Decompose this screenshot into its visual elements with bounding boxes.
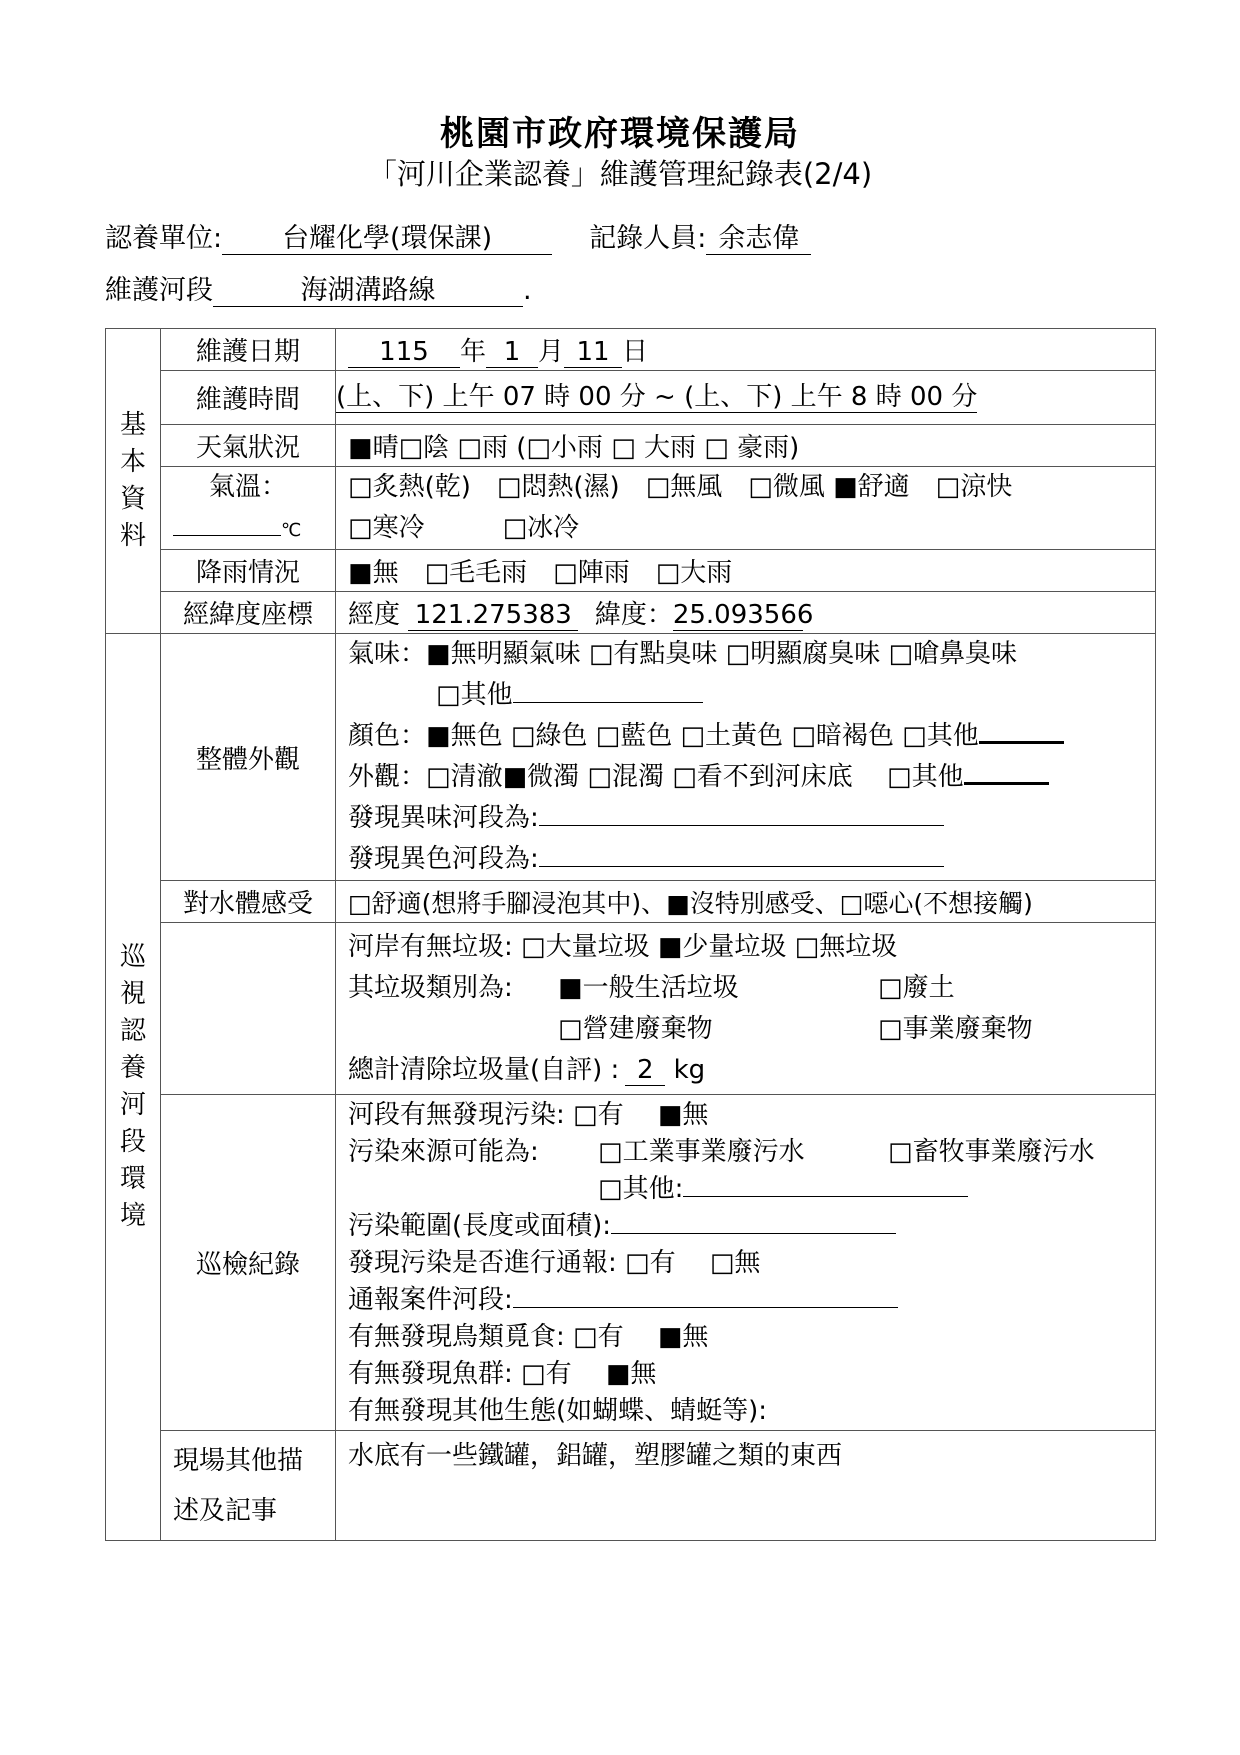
maintenance-date-value[interactable]: 115 年 1 月 11 日 (336, 329, 1156, 371)
trash-general-option[interactable]: ■一般生活垃圾 (558, 972, 739, 1003)
basic-info-group-label: 基 本 資 料 (106, 329, 161, 634)
weather-label: 天氣狀況 (161, 425, 336, 467)
longitude-value[interactable]: 121.275383 (408, 601, 578, 632)
trash-row (106, 923, 1156, 1095)
rainfall-row (106, 550, 1156, 592)
temperature-label: 氣溫： (208, 472, 287, 502)
coordinates-row (106, 592, 1156, 634)
fish-options[interactable]: 有無發現魚群: □有 ■無 (348, 1359, 657, 1389)
pollution-other-option[interactable]: □其他: (598, 1174, 684, 1204)
color-section-input[interactable] (539, 842, 944, 867)
coordinates-label: 經緯度座標 (161, 592, 336, 634)
smell-other-input[interactable] (513, 678, 703, 703)
overall-appearance-label: 整體外觀 (161, 634, 336, 881)
rainfall-options[interactable]: ■無 □毛毛雨 □陣雨 □大雨 (336, 550, 1156, 592)
trash-soil-option[interactable]: □廢土 (878, 972, 955, 1003)
appearance-other-input[interactable] (964, 758, 1049, 785)
color-options[interactable]: 顏色：■無色 □綠色 □藍色 □土黃色 □暗褐色 □其他 (348, 721, 979, 751)
weather-row (106, 425, 1156, 467)
river-section-value[interactable]: 海湖溝路線 (213, 275, 523, 307)
trash-business-option[interactable]: □事業廢棄物 (878, 1013, 1033, 1044)
pollution-range-input[interactable] (611, 1209, 896, 1234)
rainfall-label: 降雨情況 (161, 550, 336, 592)
date-month[interactable]: 1 (486, 338, 538, 369)
birds-options[interactable]: 有無發現鳥類覓食: □有 ■無 (348, 1322, 709, 1352)
temperature-input[interactable] (173, 511, 281, 536)
temperature-options-1[interactable]: □炙熱(乾) □悶熱(濕) □無風 □微風 ■舒適 □涼快 (348, 472, 1013, 502)
latitude-value[interactable]: 25.093566 (672, 599, 814, 630)
adopting-unit-value[interactable]: 台耀化學(環保課) (222, 223, 552, 255)
color-section-label: 發現異色河段為: (348, 844, 539, 874)
color-other-input[interactable] (979, 717, 1064, 744)
other-ecology-label: 有無發現其他生態(如蝴蝶、蜻蜓等): (348, 1396, 768, 1426)
smell-other-option[interactable]: □其他 (436, 680, 513, 710)
odor-section-input[interactable] (539, 801, 944, 826)
maintenance-time-label: 維護時間 (161, 371, 336, 425)
maintenance-time-row (106, 371, 1156, 425)
latitude-label: 緯度： (594, 599, 673, 630)
river-section-row (105, 268, 532, 307)
water-feeling-row (106, 881, 1156, 923)
trash-total-value[interactable]: 2 (625, 1056, 665, 1087)
date-year[interactable]: 115 (348, 338, 460, 369)
document-title: 桃園市政府環境保護局 (440, 114, 800, 154)
record-form-table (105, 328, 1156, 1541)
report-section-label: 通報案件河段: (348, 1285, 513, 1315)
inspection-record-row (106, 1095, 1156, 1431)
report-section-input[interactable] (513, 1283, 898, 1308)
celsius-unit: ℃ (281, 520, 302, 541)
notes-row (106, 1431, 1156, 1541)
date-day[interactable]: 11 (564, 338, 622, 369)
water-feeling-options[interactable]: □舒適(想將手腳浸泡其中)、■沒特別感受、□噁心(不想接觸) (336, 881, 1156, 923)
trash-presence-options[interactable]: 河岸有無垃圾: □大量垃圾 ■少量垃圾 □無垃圾 (348, 931, 898, 962)
adopting-unit-row (105, 216, 811, 255)
pollution-livestock-option[interactable]: □畜牧事業廢污水 (888, 1137, 1095, 1167)
maintenance-date-row (106, 329, 1156, 371)
maintenance-date-label: 維護日期 (161, 329, 336, 371)
appearance-options[interactable]: 外觀：□清澈■微濁 □混濁 □看不到河床底 □其他 (348, 762, 964, 792)
pollution-found-options[interactable]: 河段有無發現污染: □有 ■無 (348, 1100, 709, 1130)
pollution-industrial-option[interactable]: □工業事業廢污水 (598, 1137, 805, 1167)
maintenance-time-value[interactable]: (上、下) 上午 07 時 00 分 ~ (上、下) 上午 8 時 00 分 (336, 381, 978, 412)
recorder-value[interactable]: 余志偉 (706, 223, 811, 255)
river-section-end: . (523, 275, 532, 306)
notes-label-line1: 現場其他描 (173, 1445, 304, 1476)
adopting-unit-label: 認養單位: (105, 223, 223, 254)
temperature-row (106, 467, 1156, 550)
patrol-group-label: 巡 視 認 養 河 段 環 境 (106, 634, 161, 1541)
document-subtitle: 「河川企業認養」維護管理紀錄表(2/4) (367, 157, 873, 191)
weather-options[interactable]: ■晴□陰 □雨 (□小雨 □ 大雨 □ 豪雨) (336, 425, 1156, 467)
river-section-label: 維護河段 (105, 275, 213, 306)
inspection-record-label: 巡檢紀錄 (161, 1095, 336, 1431)
trash-total-unit: kg (673, 1054, 706, 1085)
trash-total-label: 總計清除垃圾量(自評) : (348, 1054, 620, 1085)
smell-options[interactable]: 氣味：■無明顯氣味 □有點臭味 □明顯腐臭味 □嗆鼻臭味 (348, 639, 1018, 669)
pollution-source-label: 污染來源可能為: (348, 1137, 539, 1167)
pollution-other-input[interactable] (683, 1172, 968, 1197)
trash-type-label: 其垃圾類別為: (348, 972, 513, 1003)
overall-appearance-row (106, 634, 1156, 881)
water-feeling-label: 對水體感受 (161, 881, 336, 923)
trash-construction-option[interactable]: □營建廢棄物 (558, 1013, 713, 1044)
recorder-label: 記錄人員: (589, 223, 707, 254)
pollution-range-label: 污染範圍(長度或面積): (348, 1211, 612, 1241)
longitude-label: 經度 (348, 599, 401, 630)
report-options[interactable]: 發現污染是否進行通報: □有 □無 (348, 1248, 761, 1278)
notes-value[interactable]: 水底有一些鐵罐，鋁罐，塑膠罐之類的東西 (336, 1431, 1156, 1541)
temperature-options-2[interactable]: □寒冷 □冰冷 (348, 513, 580, 543)
odor-section-label: 發現異味河段為: (348, 803, 539, 833)
notes-label-line2: 述及記事 (173, 1495, 278, 1526)
